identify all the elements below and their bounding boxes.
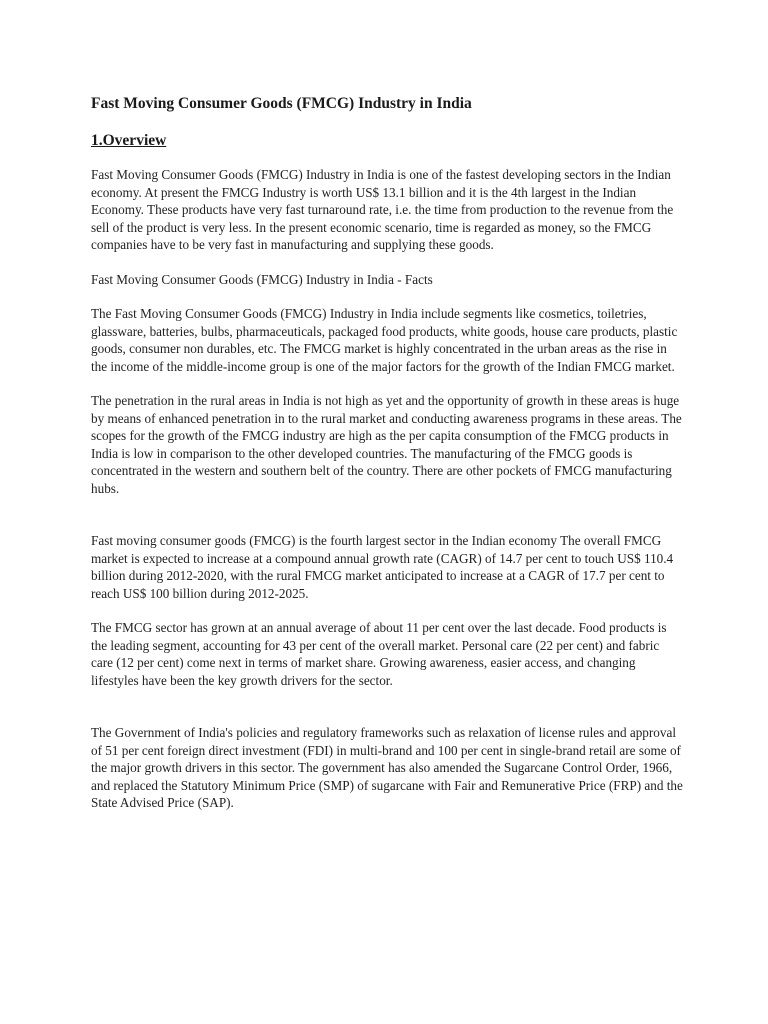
paragraph-spacer [91,602,683,619]
paragraph-sector-growth: The FMCG sector has grown at an annual average of about 11 per cent over the last decade. Food products is the leading segment, accounting for 43 per cent of the overall market. Personal care (22 per cent) and fabric care (12 per cent) come next in terms of market share. Growing awareness, easier access, and changing lifestyles have been the key growth drivers for the sector. [91,620,667,688]
paragraph-spacer [91,288,683,305]
paragraph-facts-heading: Fast Moving Consumer Goods (FMCG) Industry in India - Facts [91,271,433,287]
document-page [91,94,683,812]
paragraph-spacer [91,254,683,271]
paragraph-government-policies: The Government of India's policies and regulatory frameworks such as relaxation of license rules and approval of 51 per cent foreign direct investment (FDI) in multi-brand and 100 per cent in single-brand retail are some of the major growth drivers in this sector. The government has also amended the Sugarcane Control Order, 1966, and replaced the Statutory Minimum Price (SMP) of sugarcane with Fair and Remunerative Price (FRP) and the State Advised Price (SAP). [91,725,683,810]
paragraph-spacer [91,375,683,392]
paragraph-overview: Fast Moving Consumer Goods (FMCG) Industry in India is one of the fastest developing sectors in the Indian economy. At present the FMCG Industry is worth US$ 13.1 billion and it is the 4th largest in the Indian Economy. These products have very fast turnaround rate, i.e. the time from production to the revenue from the sell of the product is very less. In the present economic scenario, time is regarded as money, so the FMCG companies have to be very fast in manufacturing and supplying these goods. [91,167,674,252]
paragraph-spacer-large [91,497,683,532]
paragraph-spacer-large [91,689,683,724]
document-title: Fast Moving Consumer Goods (FMCG) Industry in India [91,95,472,112]
paragraph-rural-penetration: The penetration in the rural areas in India is not high as yet and the opportunity of growth in these areas is huge by means of enhanced penetration in to the rural market and conducting awareness programs in these areas. The scopes for the growth of the FMCG industry are high as the per capita consumption of the FMCG products in India is low in comparison to the other developed countries. The manufacturing of the FMCG goods is concentrated in the western and southern belt of the country. There are other pockets of FMCG manufacturing hubs. [91,393,682,496]
paragraph-market-growth: Fast moving consumer goods (FMCG) is the fourth largest sector in the Indian economy The overall FMCG market is expected to increase at a compound annual growth rate (CAGR) of 14.7 per cent to touch US$ 110.4 billion during 2012-2020, with the rural FMCG market anticipated to increase at a CAGR of 17.7 per cent to reach US$ 100 billion during 2012-2025. [91,533,674,601]
section-heading-overview: 1.Overview [91,132,167,149]
paragraph-segments: The Fast Moving Consumer Goods (FMCG) Industry in India include segments like cosmetics, toiletries, glassware, batteries, bulbs, pharmaceuticals, packaged food products, white goods, house care products, plastic goods, consumer non durables, etc. The FMCG market is highly concentrated in the urban areas as the rise in the income of the middle-income group is one of the major factors for the growth of the Indian FMCG market. [91,306,678,374]
